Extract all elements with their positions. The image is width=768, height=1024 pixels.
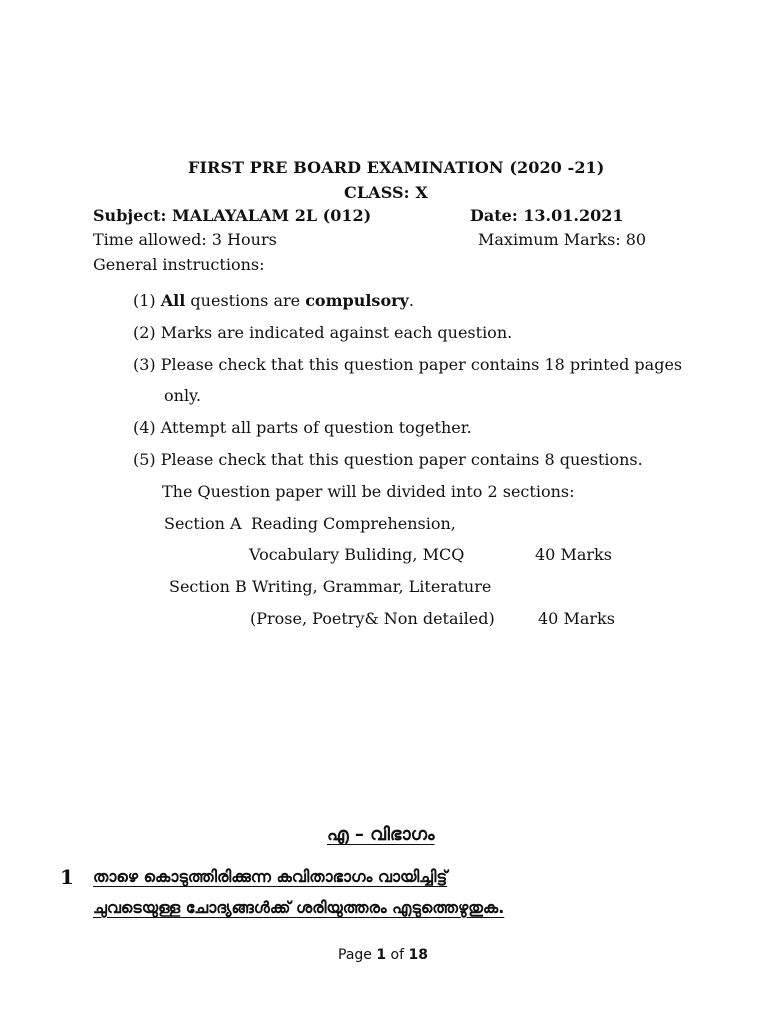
section-a-malayalam-title: എ – വിഭാഗം [327, 824, 435, 845]
exam-title: FIRST PRE BOARD EXAMINATION (2020 -21) [188, 158, 605, 177]
section-a-marks: 40 Marks [535, 545, 612, 564]
instruction-text: Please check that this question paper contains 8 questions. [160, 450, 643, 469]
instruction-number: (5) [133, 450, 156, 469]
maximum-marks: Maximum Marks: 80 [478, 230, 647, 249]
instruction-number: (2) [133, 323, 156, 342]
instruction-3-continuation: only. [164, 386, 202, 405]
instructions-heading: General instructions: [93, 255, 265, 274]
instruction-4 [133, 418, 472, 437]
instruction-number: (4) [133, 418, 156, 437]
section-a-line1: Reading Comprehension, [251, 514, 456, 533]
instruction-number: (3) [133, 355, 156, 374]
section-b-line1: Writing, Grammar, Literature [252, 577, 492, 596]
section-b-line2: (Prose, Poetry& Non detailed) [250, 609, 495, 628]
instruction-2 [133, 323, 512, 342]
time-allowed: Time allowed: 3 Hours [93, 230, 277, 249]
class-label: CLASS: X [344, 183, 428, 202]
footer-total-pages: 18 [408, 947, 428, 963]
instruction-3 [133, 355, 682, 374]
question-number: 1 [60, 865, 74, 889]
division-note: The Question paper will be divided into 2 sections: [162, 482, 575, 501]
instruction-1 [133, 291, 414, 310]
question-1-line2: ചുവടെയുള്ള ചോദ്യങ്ങൾക്ക് ശരിയുത്തരം എടുത്തെഴുതുക. [93, 898, 505, 917]
footer-current-page: 1 [376, 947, 387, 963]
subject-label: Subject: MALAYALAM 2L (012) [93, 206, 372, 225]
instruction-5 [133, 450, 643, 469]
instruction-text: questions are [185, 291, 306, 310]
section-a-line2: Vocabulary Buliding, MCQ [249, 545, 465, 564]
section-b-marks: 40 Marks [538, 609, 615, 628]
section-b-label: Section B [169, 577, 247, 596]
instruction-bold-word: All [160, 291, 186, 310]
instruction-text: Please check that this question paper contains 18 printed pages [160, 355, 683, 374]
instruction-bold-word: compulsory [305, 291, 409, 310]
instruction-text: Attempt all parts of question together. [160, 418, 472, 437]
instruction-end: . [408, 291, 414, 310]
section-a-label: Section A [164, 514, 242, 533]
footer-middle: of [386, 947, 409, 963]
question-1-line1: താഴെ കൊടുത്തിരിക്കുന്ന കവിതാഭാഗം വായിച്ചിട്ട് [93, 867, 448, 886]
date-label: Date: 13.01.2021 [470, 206, 624, 225]
page-number-footer [338, 947, 428, 963]
instruction-text: Marks are indicated against each question. [160, 323, 513, 342]
instruction-number: (1) [133, 291, 156, 310]
footer-prefix: Page [338, 947, 377, 963]
